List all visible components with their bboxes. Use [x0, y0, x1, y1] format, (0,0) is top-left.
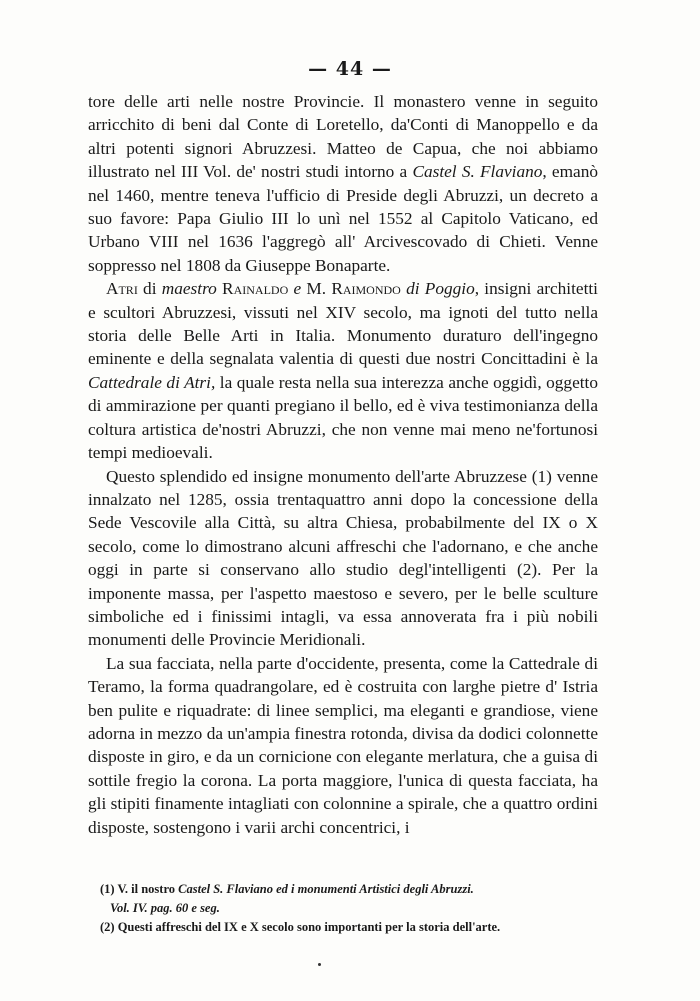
- text-run: (1) V. il nostro: [100, 882, 179, 896]
- text-run: la quale resta nella sua interezza anche oggidì, oggetto di ammirazione per quanti pregiano il bello, ed è viva testimonianza della coltura artistica de'nostri Abruzzi, che non venne mai meno ne'fortunosi tempi medioevali.: [88, 372, 598, 463]
- small-caps-name: Raimondo: [331, 279, 401, 299]
- stray-ink-mark: [318, 963, 321, 966]
- footnote: [100, 899, 590, 918]
- italic-text: maestro: [161, 279, 217, 299]
- paragraph: [88, 90, 598, 277]
- footnotes: [100, 880, 590, 937]
- italic-text: Castel S. Flaviano: [412, 162, 543, 182]
- footnote: [100, 918, 590, 937]
- footnote: [100, 880, 590, 899]
- italic-text: Cattedrale di Atri,: [88, 372, 216, 392]
- text-run: tore delle arti nelle nostre Provincie. Il monastero venne in seguito arricchito di beni dal Conte di Loretello, da'Conti di Manoppello e da altri potenti signori Abruzzesi. Matteo de Capua, che noi abbiamo illustrato nel III Vol. de' nostri studi intorno a: [88, 92, 598, 182]
- italic-text: e: [293, 279, 302, 299]
- text-run: (2) Questi affreschi del IX e X secolo sono importanti per la storia dell'arte.: [100, 920, 501, 934]
- italic-text: Vol. IV. pag. 60 e seg.: [110, 901, 220, 915]
- text-run: di: [137, 279, 162, 299]
- text-run: Questo splendido ed insigne monumento dell'arte Abruzzese (1) venne innalzato nel 1285, ossia trentaquattro anni dopo la concessione della Sede Vescovile alla Città, su altra Chiesa, probabilmente del IX o X secolo, come lo dimostrano alcuni affreschi che l'adornano, e che anche oggi in parte si conservano allo studio degl'intelligenti (2). Per la imponente massa, per l'aspetto maestoso e severo, per le belle sculture simboliche ed i finissimi intagli, va essa annoverata fra i più nobili monumenti delle Provincie Meridionali.: [88, 466, 598, 650]
- paragraph: [88, 277, 598, 464]
- text-run: M.: [301, 279, 332, 299]
- italic-text: Castel S. Flaviano ed i monumenti Artistici degli Abruzzi.: [178, 882, 474, 896]
- text-run: La sua facciata, nella parte d'occidente, presenta, come la Cattedrale di Teramo, la forma quadrangolare, ed è costruita con larghe pietre d' Istria ben pulite e riquadrate: di linee semplici, ma eleganti e grandiose, viene adorna in mezzo da un'ampia finestra rotonda, divisa da dodici colonnette disposte in giro, e da un cornicione con elegante merlatura, che a guisa di sottile fregio la corona. La porta maggiore, l'unica di questa facciata, ha gli stipiti finamente intagliati con colonnine a spirale, che a quattro ordini disposte, sostengono i varii archi concentrici, i: [88, 653, 598, 837]
- small-caps-name: Rainaldo: [222, 279, 289, 299]
- page-number: — 44 —: [308, 58, 392, 80]
- paragraph: [88, 652, 598, 839]
- text-run: , emanò nel 1460, mentre teneva l'ufficio di Preside degli Abruzzi, un decreto a suo favore: Papa Giulio III lo unì nel 1552 al Capitolo Vaticano, ed Urbano VIII nel 1636 l'aggregò all' Arcivescovado di Chieti. Venne soppresso nel 1808 da Giuseppe Bonaparte.: [88, 162, 598, 275]
- italic-text: di Poggio: [406, 279, 475, 299]
- text-run: , insigni architetti e scultori Abruzzesi, vissuti nel XIV secolo, ma ignoti del tutto nella storia delle Belle Arti in Italia. Monumento duraturo dell'ingegno eminente e della segnalata valentia di questi due nostri Concittadini è la: [88, 279, 598, 369]
- paragraph: [88, 465, 598, 652]
- small-caps-name: Atri: [106, 279, 138, 299]
- body-text: [88, 90, 598, 839]
